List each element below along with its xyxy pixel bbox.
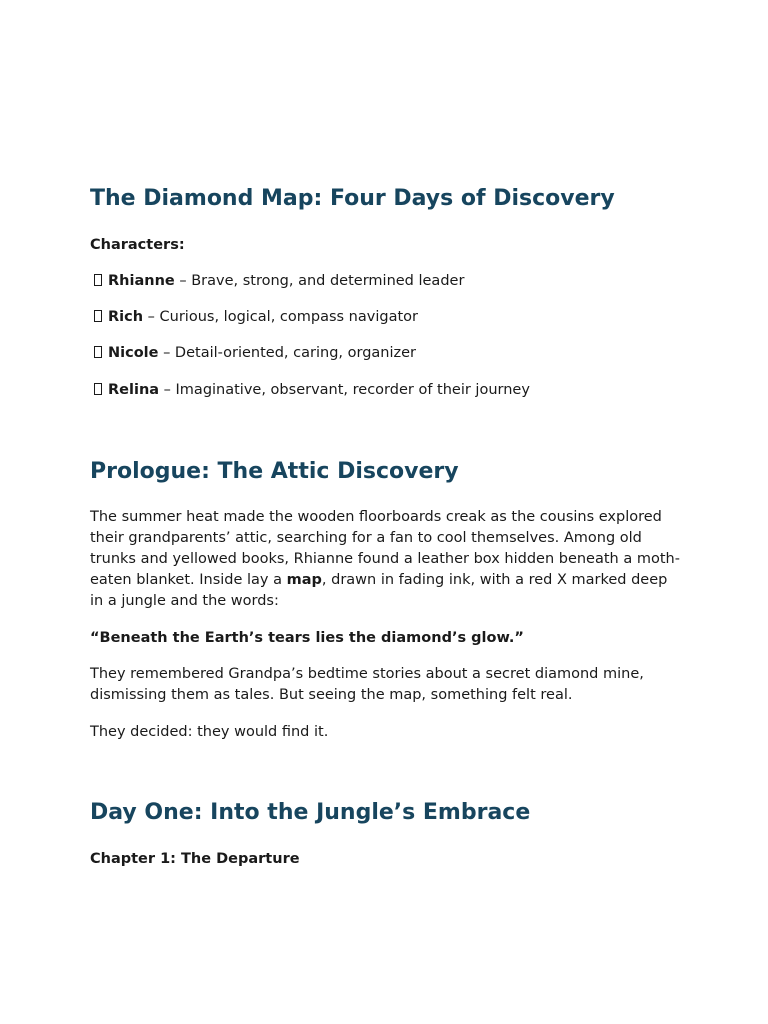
character-description: – Brave, strong, and determined leader xyxy=(174,273,465,289)
prologue-paragraph: They decided: they would find it. xyxy=(90,724,329,740)
character-item xyxy=(94,271,464,291)
checkbox-glyph-icon xyxy=(94,383,102,395)
prologue-paragraph xyxy=(90,507,680,612)
character-name: Rhianne xyxy=(108,273,175,289)
paragraph-text: The summer heat made the wooden floorboards creak as the cousins explored their grandparents’ attic, searching for a fan to cool themselves. Among old trunks and yellowed books, Rhianne found a leather box hidden beneath a moth-eaten blanket. Inside lay a xyxy=(90,509,680,588)
character-item xyxy=(94,343,416,363)
paragraph-text: , drawn in fading ink, with a red X marked deep in a jungle and the words: xyxy=(90,572,668,609)
character-description: – Imaginative, observant, recorder of their journey xyxy=(159,382,530,398)
character-name: Rich xyxy=(108,309,144,325)
character-description: – Curious, logical, compass navigator xyxy=(143,309,418,325)
chapter-heading: Chapter 1: The Departure xyxy=(90,851,300,867)
character-item xyxy=(94,307,418,327)
document-title: The Diamond Map: Four Days of Discovery xyxy=(90,186,615,211)
checkbox-glyph-icon xyxy=(94,274,102,286)
character-item xyxy=(94,380,530,400)
characters-label: Characters: xyxy=(90,237,185,253)
character-name: Nicole xyxy=(108,345,159,361)
checkbox-glyph-icon xyxy=(94,346,102,358)
prologue-paragraph: They remembered Grandpa’s bedtime stories about a secret diamond mine, dismissing them as tales. But seeing the map, something felt real. xyxy=(90,666,644,703)
map-bold-text: map xyxy=(286,572,322,588)
checkbox-glyph-icon xyxy=(94,310,102,322)
day-one-heading: Day One: Into the Jungle’s Embrace xyxy=(90,800,531,825)
prologue-heading: Prologue: The Attic Discovery xyxy=(90,459,459,484)
map-quote: “Beneath the Earth’s tears lies the diamond’s glow.” xyxy=(90,630,524,646)
character-description: – Detail-oriented, caring, organizer xyxy=(158,345,416,361)
character-name: Relina xyxy=(108,382,160,398)
